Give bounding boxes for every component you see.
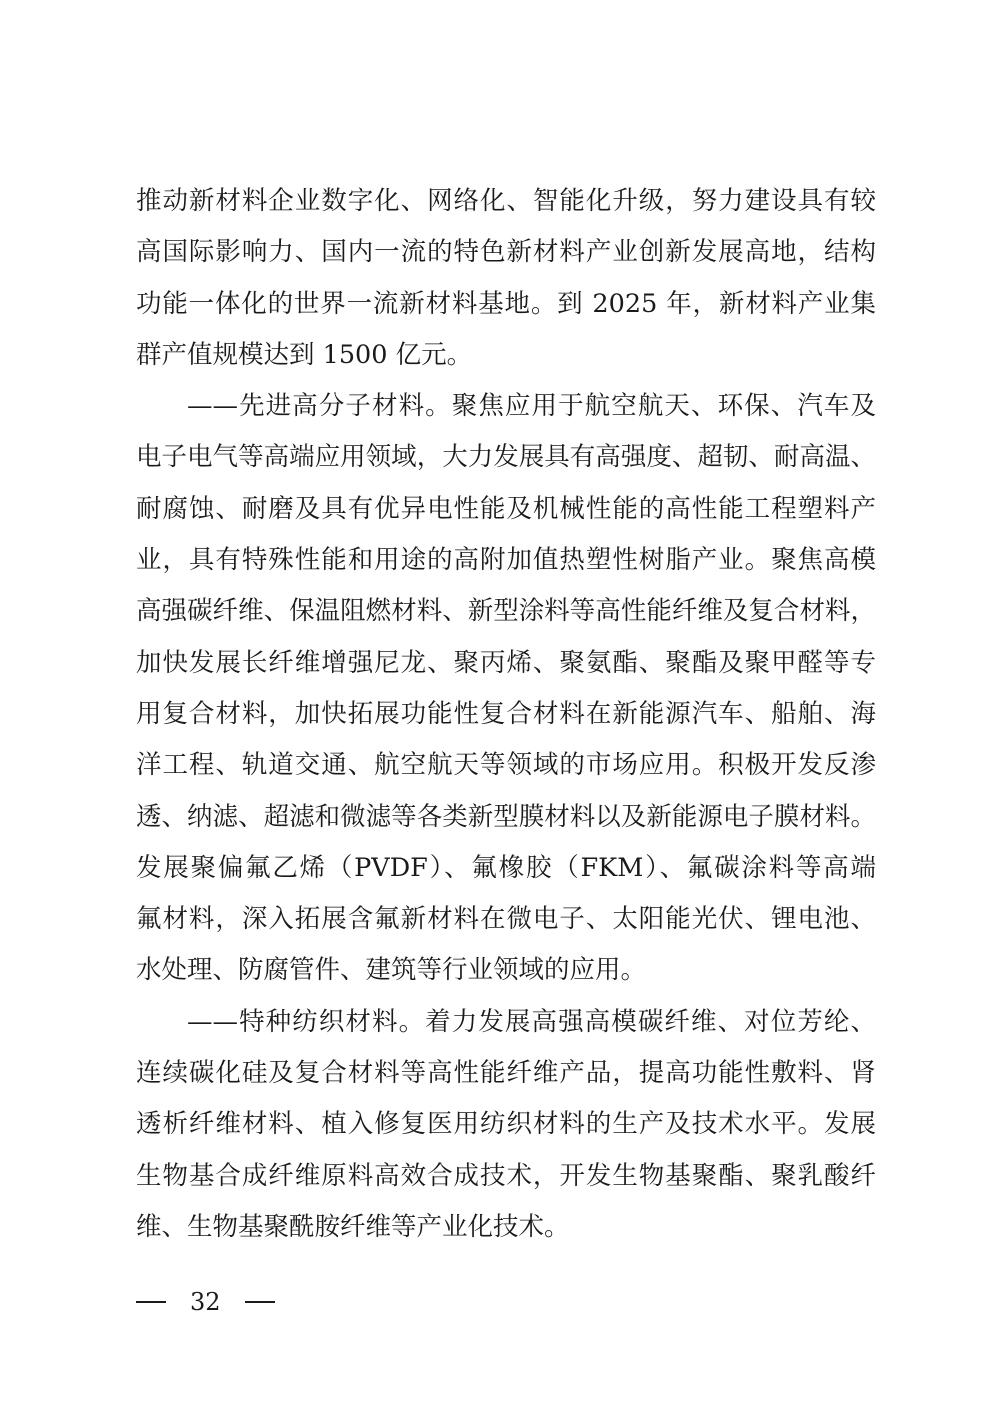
text-line: ——特种纺织材料。着力发展高强高模碳纤维、对位芳纶、 [187, 1006, 876, 1037]
text-line: 洋工程、轨道交通、航空航天等领域的市场应用。积极开发反渗 [136, 750, 876, 781]
text-line: 水处理、防腐管件、建筑等行业领域的应用。 [136, 955, 647, 986]
text-line: 用复合材料，加快拓展功能性复合材料在新能源汽车、船舶、海 [136, 698, 876, 729]
paragraph-textile-materials [136, 997, 876, 1253]
page-footer [136, 1282, 275, 1322]
text-line: 加快发展长纤维增强尼龙、聚丙烯、聚氨酯、聚酯及聚甲醛等专 [136, 647, 876, 678]
text-line: 推动新材料企业数字化、网络化、智能化升级，努力建设具有较 [136, 186, 876, 216]
footer-dash-right [245, 1301, 275, 1303]
text-line: 发展聚偏氟乙烯（PVDF）、氟橡胶（FKM）、氟碳涂料等高端 [136, 852, 876, 883]
text-line: 维、生物基聚酰胺纤维等产业化技术。 [136, 1211, 570, 1242]
document-body [136, 176, 876, 1253]
text-line: 透析纤维材料、植入修复医用纺织材料的生产及技术水平。发展 [136, 1109, 876, 1140]
text-line: 高强碳纤维、保温阻燃材料、新型涂料等高性能纤维及复合材料， [136, 596, 876, 627]
text-line: 高国际影响力、国内一流的特色新材料产业创新发展高地，结构 [136, 237, 876, 268]
text-line: 电子电气等高端应用领域，大力发展具有高强度、超韧、耐高温、 [136, 442, 876, 473]
paragraph-polymer-materials [136, 381, 876, 997]
text-line: 耐腐蚀、耐磨及具有优异电性能及机械性能的高性能工程塑料产 [136, 493, 876, 524]
footer-dash-left [136, 1301, 166, 1303]
text-line: 氟材料，深入拓展含氟新材料在微电子、太阳能光伏、锂电池、 [136, 904, 876, 935]
page-number: 32 [190, 1288, 221, 1316]
text-line: 透、纳滤、超滤和微滤等各类新型膜材料以及新能源电子膜材料。 [136, 801, 876, 832]
text-line: 功能一体化的世界一流新材料基地。到 2025 年，新材料产业集 [136, 288, 876, 319]
text-line: 连续碳化硅及复合材料等高性能纤维产品，提高功能性敷料、肾 [136, 1058, 876, 1089]
text-line: ——先进高分子材料。聚焦应用于航空航天、环保、汽车及 [187, 391, 876, 422]
text-line: 业，具有特殊性能和用途的高附加值热塑性树脂产业。聚焦高模 [136, 545, 876, 576]
paragraph-intro [136, 176, 876, 381]
text-line: 群产值规模达到 1500 亿元。 [136, 339, 473, 370]
text-line: 生物基合成纤维原料高效合成技术，开发生物基聚酯、聚乳酸纤 [136, 1160, 876, 1191]
